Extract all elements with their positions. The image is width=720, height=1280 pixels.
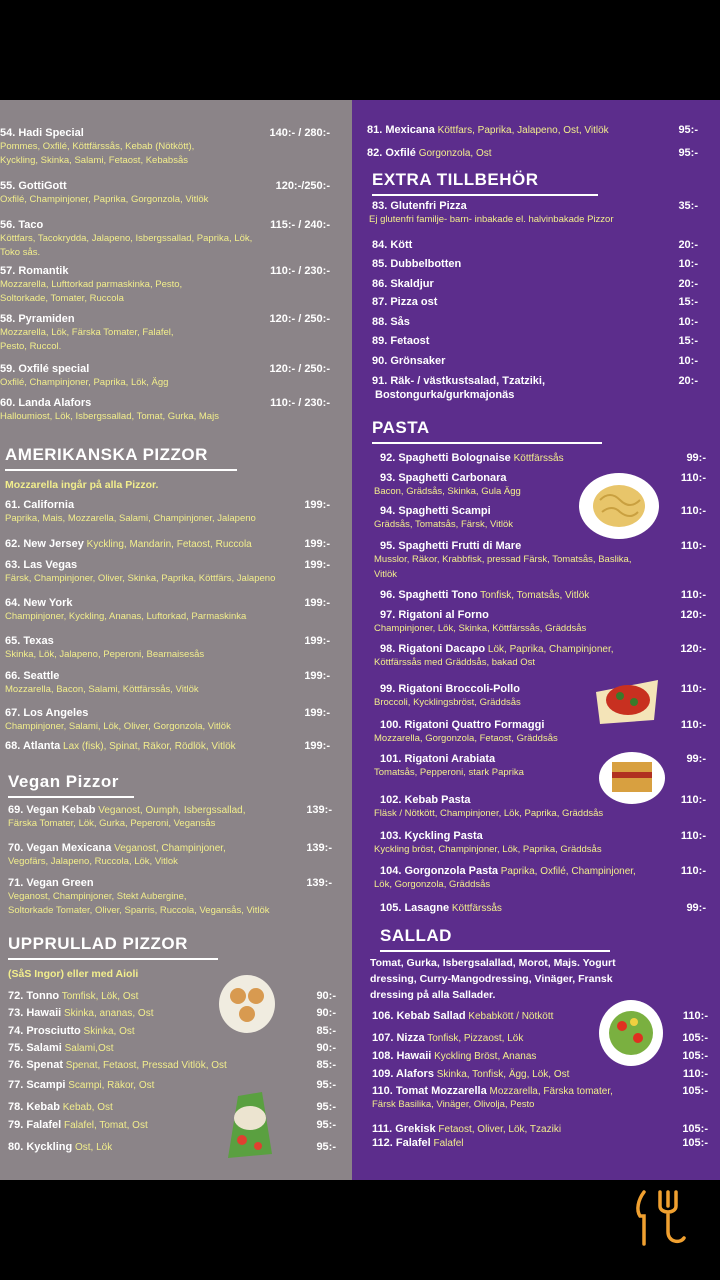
item-inline-desc: Tonfisk, Pizzaost, Lök — [424, 1033, 524, 1044]
item-desc: Fläsk / Nötkött, Champinjoner, Lök, Paprika, Gräddsås — [374, 808, 604, 819]
item-price: 110:- — [682, 1068, 708, 1080]
item-title: 73. Hawaii — [8, 1007, 62, 1019]
item-name — [372, 239, 412, 251]
item-desc: Oxfilé, Champinjoner, Paprika, Gorgonzola, Vitlök — [0, 194, 209, 205]
item-desc: Paprika, Mais, Mozzarella, Salami, Champinjoner, Jalapeno — [5, 513, 256, 524]
item-price: 99:- — [686, 452, 706, 464]
item-title: 112. Falafel — [372, 1137, 431, 1149]
item-title: 55. GottiGott — [0, 180, 67, 192]
rolled-pizza-photo — [218, 974, 276, 1034]
item-name — [0, 397, 91, 409]
section-heading: AMERIKANSKA PIZZOR — [5, 445, 208, 464]
fork-knife-logo-icon — [630, 1186, 694, 1250]
item-inline-desc: Skinka, Tonfisk, Ägg, Lök, Ost — [433, 1069, 570, 1080]
item-desc: Musslor, Räkor, Krabbfisk, pressad Färsk, Tomatsås, Baslika, — [374, 554, 632, 565]
item-inline-desc: Kebab, Ost — [59, 1102, 113, 1113]
item-price: 95:- — [316, 1079, 336, 1091]
right-column — [352, 100, 720, 1180]
item-desc: Toko sås. — [0, 247, 41, 258]
item-title: 85. Dubbelbotten — [372, 258, 462, 270]
item-title: 88. Sås — [372, 316, 410, 328]
heading-underline — [5, 469, 237, 471]
item-title: 94. Spaghetti Scampi — [380, 505, 491, 517]
item-name — [372, 316, 410, 328]
item-name — [0, 363, 89, 375]
section-note: dressing på alla Sallader. — [370, 989, 496, 1001]
item-name — [0, 127, 84, 139]
item-desc: Vegofärs, Jalapeno, Ruccola, Lök, Vitlok — [8, 856, 178, 867]
item-title: 77. Scampi — [8, 1079, 66, 1091]
item-title: 70. Vegan Mexicana — [8, 842, 112, 854]
section-note: Mozzarella ingår på alla Pizzor. — [5, 479, 159, 491]
item-price: 110:- — [680, 540, 706, 552]
item-desc: Köttfärssås med Gräddsås, bakad Ost — [374, 657, 536, 668]
item-title: 75. Salami — [8, 1042, 62, 1054]
item-price: 139:- — [306, 804, 332, 816]
item-price: 199:- — [304, 635, 330, 647]
item-inline-desc: Veganost, Champinjoner, — [111, 843, 226, 854]
item-inline-desc: Köttfars, Paprika, Jalapeno, Ost, Vitlök — [434, 125, 609, 136]
item-title: 87. Pizza ost — [372, 296, 438, 308]
item-name — [5, 597, 72, 609]
item-inline-desc: Lök, Paprika, Champinjoner, — [485, 644, 614, 655]
item-price: 90:- — [316, 990, 336, 1002]
item-title: 102. Kebab Pasta — [380, 794, 471, 806]
item-price: 95:- — [678, 147, 698, 159]
item-title: 98. Rigatoni Dacapo — [380, 643, 486, 655]
item-name — [0, 180, 67, 192]
item-name — [372, 1137, 464, 1149]
item-price: 110:- / 230:- — [270, 397, 330, 409]
item-price: 95:- — [316, 1119, 336, 1131]
item-name — [372, 278, 434, 290]
item-desc: Mozzarella, Lufttorkad parmaskinka, Pesto, — [0, 279, 183, 290]
item-name — [8, 1042, 114, 1054]
pasta-dish-photo — [592, 672, 662, 728]
section-note: (SåS Ingor) eller med Aioli — [8, 968, 139, 980]
item-name — [8, 842, 226, 854]
item-price: 105:- — [682, 1123, 708, 1135]
item-price: 110:- — [680, 683, 706, 695]
item-price: 35:- — [678, 200, 698, 212]
item-desc: Tomatsås, Pepperoni, stark Paprika — [374, 767, 524, 778]
item-title: 59. Oxfilé special — [0, 363, 90, 375]
item-price: 10:- — [678, 258, 698, 270]
item-name — [5, 559, 77, 571]
item-name — [372, 1010, 553, 1022]
item-price: 139:- — [306, 842, 332, 854]
pasta-dish-photo — [578, 470, 660, 540]
item-desc: Champinjoner, Salami, Lök, Oliver, Gorgonzola, Vitlök — [5, 721, 231, 732]
item-inline-desc: Fetaost, Oliver, Lök, Tzaziki — [435, 1124, 562, 1135]
item-name — [380, 643, 614, 655]
rolled-pizza-photo — [218, 1088, 280, 1164]
item-title: 56. Taco — [0, 219, 44, 231]
item-price: 120:- — [680, 609, 706, 621]
item-title: 74. Prosciutto — [8, 1025, 81, 1037]
item-name — [5, 635, 54, 647]
item-price: 20:- — [678, 239, 698, 251]
heading-underline — [8, 958, 218, 960]
item-inline-desc: Köttfärssås — [510, 453, 564, 464]
item-inline-desc: Salami,Ost — [61, 1043, 114, 1054]
item-desc: Köttfars, Tacokrydda, Jalapeno, Isbergssallad, Paprika, Lök, — [0, 233, 253, 244]
item-price: 20:- — [678, 278, 698, 290]
item-inline-desc: Skinka, Ost — [80, 1026, 135, 1037]
item-title: 96. Spaghetti Tono — [380, 589, 478, 601]
item-name-cont: Bostongurka/gurkmajonäs — [375, 389, 515, 401]
item-price: 110:- — [680, 794, 706, 806]
item-name — [380, 865, 636, 877]
item-desc: Mozzarella, Lök, Färska Tomater, Falafel, — [0, 327, 174, 338]
item-price: 105:- — [682, 1032, 708, 1044]
menu-page — [0, 100, 720, 1180]
item-desc: Lök, Gorgonzola, Gräddsås — [374, 879, 491, 890]
item-title: 57. Romantik — [0, 265, 69, 277]
item-name — [380, 719, 544, 731]
item-price: 199:- — [304, 538, 330, 550]
item-name — [5, 538, 252, 550]
section-heading: EXTRA TILLBEHÖR — [372, 170, 539, 189]
item-desc: Färsk, Champinjoner, Oliver, Skinka, Paprika, Köttfärs, Jalapeno — [5, 573, 276, 584]
item-price: 105:- — [682, 1050, 708, 1062]
item-name — [372, 375, 545, 387]
item-name — [372, 258, 461, 270]
item-name — [380, 505, 491, 517]
item-desc: Mozzarella, Bacon, Salami, Köttfärssås, Vitlök — [5, 684, 199, 695]
item-price: 85:- — [316, 1025, 336, 1037]
item-price: 90:- — [316, 1007, 336, 1019]
item-desc: Kyckling bröst, Champinjoner, Lök, Paprika, Gräddsås — [374, 844, 602, 855]
item-name — [8, 990, 138, 1002]
item-desc: Färska Tomater, Lök, Gurka, Peperoni, Vegansås — [8, 818, 216, 829]
item-name — [372, 200, 467, 212]
item-title: 109. Alafors — [372, 1068, 434, 1080]
item-title: 105. Lasagne — [380, 902, 450, 914]
item-price: 90:- — [316, 1042, 336, 1054]
item-title: 83. Glutenfri Pizza — [372, 200, 467, 212]
item-desc: Kyckling, Skinka, Salami, Fetaost, Kebabsås — [0, 155, 188, 166]
section-note: dressing, Curry-Mangodressing, Vinäger, Fransk — [370, 973, 613, 985]
item-inline-desc: Köttfärssås — [449, 903, 502, 914]
item-inline-desc: Mozzarella, Färska tomater, — [486, 1086, 613, 1097]
item-price: 99:- — [686, 902, 706, 914]
item-price: 10:- — [678, 355, 698, 367]
item-title: 103. Kyckling Pasta — [380, 830, 483, 842]
item-price: 199:- — [304, 597, 330, 609]
item-price: 95:- — [316, 1141, 336, 1153]
item-price: 120:- / 250:- — [269, 313, 330, 325]
item-title: 86. Skaldjur — [372, 278, 434, 290]
item-title: 93. Spaghetti Carbonara — [380, 472, 507, 484]
item-name — [8, 1079, 154, 1091]
item-title: 97. Rigatoni al Forno — [380, 609, 489, 621]
item-title: 54. Hadi Special — [0, 127, 84, 139]
item-title: 72. Tonno — [8, 990, 60, 1002]
item-name — [372, 1085, 613, 1097]
section-heading: SALLAD — [380, 926, 452, 945]
item-name — [8, 1007, 153, 1019]
item-inline-desc: Kyckling Bröst, Ananas — [431, 1051, 537, 1062]
item-price: 105:- — [682, 1085, 708, 1097]
item-name — [380, 683, 520, 695]
salad-dish-photo — [598, 998, 664, 1068]
item-title: 63. Las Vegas — [5, 559, 78, 571]
item-inline-desc: Gorgonzola, Ost — [415, 148, 492, 159]
item-desc: Pesto, Ruccol. — [0, 341, 62, 352]
item-name — [8, 877, 94, 889]
item-title: 92. Spaghetti Bolognaise — [380, 452, 511, 464]
item-price: 110:- — [680, 472, 706, 484]
pasta-dish-photo — [598, 748, 666, 806]
section-heading: UPPRULLAD PIZZOR — [8, 934, 188, 953]
item-price: 110:- — [682, 1010, 708, 1022]
item-title: 71. Vegan Green — [8, 877, 94, 889]
item-title: 76. Spenat — [8, 1059, 64, 1071]
item-name — [372, 1032, 523, 1044]
item-desc: Ej glutenfri familje- barn- inbakade el. halvinbakade Pizzor — [369, 214, 614, 225]
item-inline-desc: Kebabkött / Nötkött — [465, 1011, 554, 1022]
item-price: 110:- — [680, 505, 706, 517]
item-title: 67. Los Angeles — [5, 707, 89, 719]
item-title: 100. Rigatoni Quattro Formaggi — [380, 719, 545, 731]
item-name — [0, 313, 75, 325]
item-price: 115:- / 240:- — [270, 219, 330, 231]
item-name — [5, 740, 236, 752]
item-desc: Vitlök — [374, 569, 398, 580]
item-title: 65. Texas — [5, 635, 54, 647]
item-inline-desc: Kyckling, Mandarin, Fetaost, Ruccola — [83, 539, 252, 550]
item-title: 104. Gorgonzola Pasta — [380, 865, 498, 877]
item-title: 78. Kebab — [8, 1101, 60, 1113]
heading-underline — [372, 194, 598, 196]
item-desc: Champinjoner, Kyckling, Ananas, Luftorkad, Parmaskinka — [5, 611, 247, 622]
item-name — [8, 1141, 112, 1153]
item-name — [380, 609, 489, 621]
item-title: 91. Räk- / västkustsalad, Tzatziki, — [372, 375, 546, 387]
item-name — [8, 1059, 227, 1071]
item-price: 15:- — [678, 296, 698, 308]
item-inline-desc: Skinka, ananas, Ost — [61, 1008, 154, 1019]
item-title: 69. Vegan Kebab — [8, 804, 96, 816]
item-name — [8, 1025, 135, 1037]
section-note: Tomat, Gurka, Isbergsalallad, Morot, Majs. Yogurt — [370, 957, 616, 969]
item-name — [372, 296, 437, 308]
item-price: 95:- — [316, 1101, 336, 1113]
item-name — [0, 219, 43, 231]
item-title: 62. New Jersey — [5, 538, 84, 550]
item-price: 120:- — [680, 643, 706, 655]
item-name — [5, 707, 88, 719]
item-name — [8, 804, 246, 816]
item-price: 10:- — [678, 316, 698, 328]
item-title: 66. Seattle — [5, 670, 60, 682]
item-title: 79. Falafel — [8, 1119, 62, 1131]
heading-underline — [8, 796, 134, 798]
item-desc: Grädsås, Tomatsås, Färsk, Vitlök — [374, 519, 514, 530]
item-name — [380, 540, 521, 552]
item-title: 90. Grönsaker — [372, 355, 446, 367]
item-inline-desc: Spenat, Fetaost, Pressad Vitlök, Ost — [63, 1060, 227, 1071]
item-price: 199:- — [304, 670, 330, 682]
item-price: 120:-/250:- — [275, 180, 330, 192]
item-name — [372, 355, 445, 367]
item-price: 110:- — [680, 830, 706, 842]
item-name — [5, 499, 74, 511]
item-name — [380, 902, 502, 914]
item-price: 15:- — [678, 335, 698, 347]
item-price: 105:- — [682, 1137, 708, 1149]
item-inline-desc: Ost, Lök — [72, 1142, 113, 1153]
item-title: 107. Nizza — [372, 1032, 425, 1044]
item-inline-desc: Veganost, Oumph, Isbergssallad, — [95, 805, 246, 816]
item-price: 140:- / 280:- — [269, 127, 330, 139]
item-desc: Halloumiost, Lök, Isbergssallad, Tomat, Gurka, Majs — [0, 411, 219, 422]
item-title: 95. Spaghetti Frutti di Mare — [380, 540, 522, 552]
item-name — [0, 265, 68, 277]
item-price: 110:- / 230:- — [270, 265, 330, 277]
item-price: 199:- — [304, 559, 330, 571]
item-price: 120:- / 250:- — [269, 363, 330, 375]
item-inline-desc: Falafel, Tomat, Ost — [61, 1120, 148, 1131]
item-name — [8, 1101, 113, 1113]
item-name — [372, 335, 429, 347]
item-name — [380, 589, 589, 601]
item-title: 81. Mexicana — [367, 124, 435, 136]
item-title: 80. Kyckling — [8, 1141, 73, 1153]
item-title: 89. Fetaost — [372, 335, 430, 347]
item-name — [380, 753, 495, 765]
item-title: 68. Atlanta — [5, 740, 61, 752]
item-title: 60. Landa Alafors — [0, 397, 92, 409]
item-title: 99. Rigatoni Broccoli-Pollo — [380, 683, 520, 695]
item-price: 199:- — [304, 740, 330, 752]
item-title: 101. Rigatoni Arabiata — [380, 753, 496, 765]
item-title: 61. California — [5, 499, 75, 511]
item-inline-desc: Paprika, Oxfilé, Champinjoner, — [497, 866, 636, 877]
item-name — [367, 147, 492, 159]
item-inline-desc: Tomfisk, Lök, Ost — [59, 991, 139, 1002]
item-title: 110. Tomat Mozzarella — [372, 1085, 487, 1097]
item-name — [380, 794, 471, 806]
item-name — [380, 452, 564, 464]
section-heading: PASTA — [372, 418, 430, 437]
section-heading: Vegan Pizzor — [8, 772, 119, 791]
item-name — [372, 1050, 536, 1062]
item-price: 85:- — [316, 1059, 336, 1071]
left-column — [0, 100, 352, 1180]
item-desc: Veganost, Champinjoner, Stekt Aubergine, — [8, 891, 187, 902]
item-price: 95:- — [678, 124, 698, 136]
item-name — [367, 124, 609, 136]
item-desc: Bacon, Grädsås, Skinka, Gula Ägg — [374, 486, 521, 497]
item-title: 64. New York — [5, 597, 73, 609]
item-desc: Soltorkade Tomater, Oliver, Sparris, Ruccola, Vegansås, Vitlök — [8, 905, 270, 916]
item-inline-desc: Tonfisk, Tomatsås, Vitlök — [477, 590, 590, 601]
heading-underline — [380, 950, 610, 952]
item-name — [380, 830, 483, 842]
item-desc: Oxfilé, Champinjoner, Paprika, Lök, Ägg — [0, 377, 169, 388]
item-inline-desc: Scampi, Räkor, Ost — [65, 1080, 155, 1091]
item-desc: Mozzarella, Gorgonzola, Fetaost, Gräddsås — [374, 733, 558, 744]
item-price: 20:- — [678, 375, 698, 387]
item-price: 139:- — [306, 877, 332, 889]
item-title: 84. Kött — [372, 239, 413, 251]
item-name — [8, 1119, 148, 1131]
item-price: 110:- — [680, 719, 706, 731]
item-title: 58. Pyramiden — [0, 313, 75, 325]
item-price: 99:- — [686, 753, 706, 765]
item-name — [380, 472, 507, 484]
item-desc: Broccoli, Kycklingsbröst, Gräddsås — [374, 697, 521, 708]
item-title: 111. Grekisk — [372, 1123, 436, 1135]
heading-underline — [372, 442, 602, 444]
item-name — [372, 1068, 569, 1080]
item-price: 110:- — [680, 589, 706, 601]
item-title: 108. Hawaii — [372, 1050, 432, 1062]
item-inline-desc: Falafel — [430, 1138, 464, 1149]
item-title: 82. Oxfilé — [367, 147, 416, 159]
item-desc: Pommes, Oxfilé, Köttfärssås, Kebab (Nötkött), — [0, 141, 195, 152]
item-name — [372, 1123, 561, 1135]
item-desc: Färsk Basilika, Vinäger, Olivolja, Pesto — [372, 1099, 535, 1110]
item-price: 110:- — [680, 865, 706, 877]
item-inline-desc: Lax (fisk), Spinat, Räkor, Rödlök, Vitlök — [60, 741, 236, 752]
item-title: 106. Kebab Sallad — [372, 1010, 466, 1022]
item-desc: Champinjoner, Lök, Skinka, Köttfärssås, Gräddsås — [374, 623, 587, 634]
item-desc: Soltorkade, Tomater, Ruccola — [0, 293, 124, 304]
item-desc: Skinka, Lök, Jalapeno, Peperoni, Bearnaisesås — [5, 649, 205, 660]
item-price: 199:- — [304, 707, 330, 719]
item-name — [5, 670, 59, 682]
item-price: 199:- — [304, 499, 330, 511]
